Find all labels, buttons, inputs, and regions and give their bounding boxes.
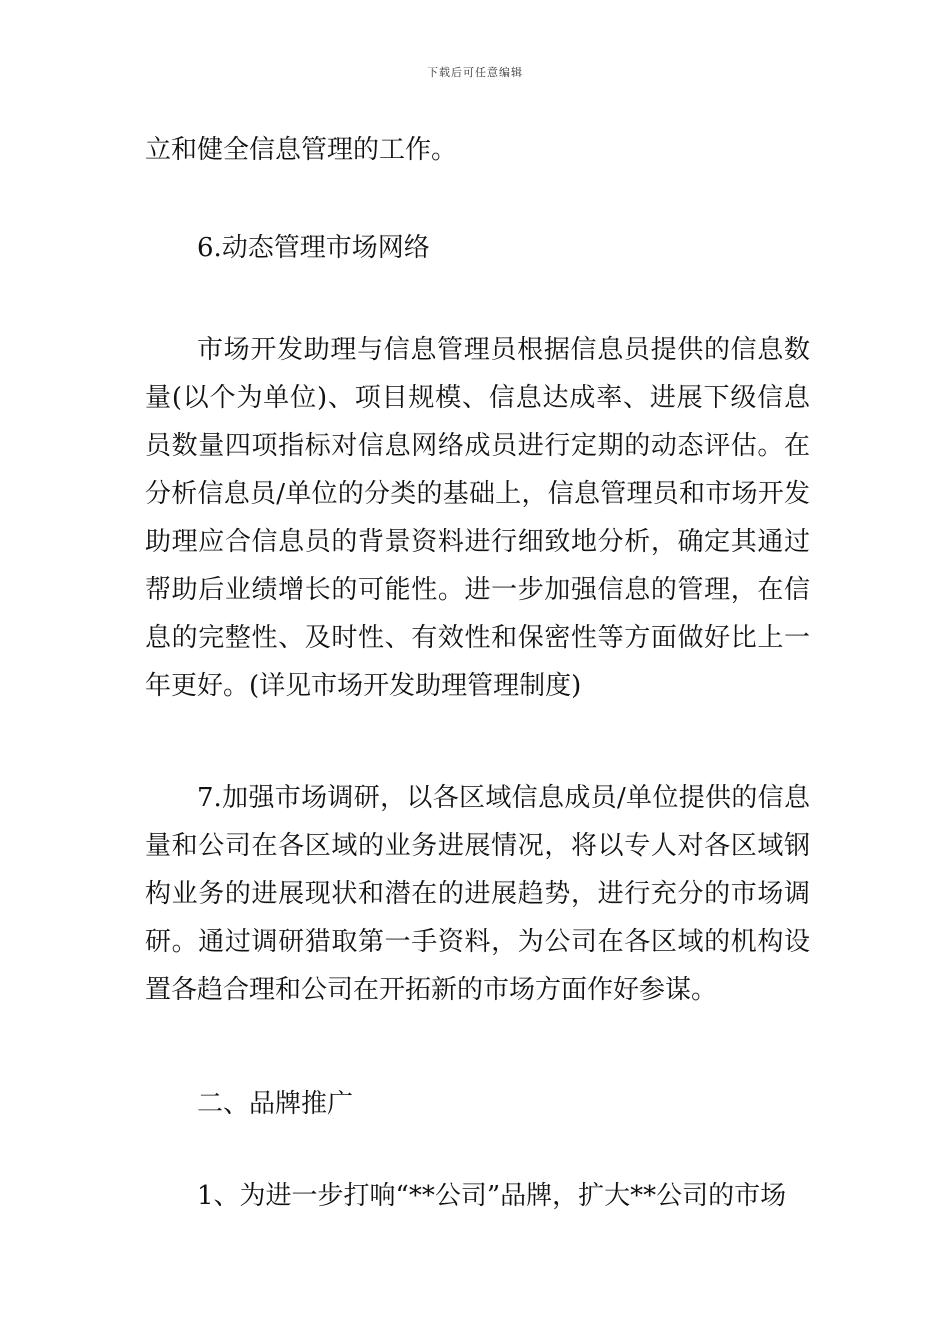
section-heading-brand-promotion: 二、品牌推广 [197,1089,354,1119]
paragraph-market-research: 7.加强市场调研，以各区域信息成员/单位提供的信息量和公司在各区域的业务进展情况，将以专人对各区域钢构业务的进展现状和潜在的进展趋势，进行充分的市场调研。通过调研猎取第一手资料，为公司在各区域的机构设置各趋合理和公司在开拓新的市场方面作好参谋。 [145,783,810,1005]
paragraph-continuation: 立和健全信息管理的工作。 [145,135,458,165]
paragraph-brand-item-1: 1、为进一步打响“**公司”品牌，扩大**公司的市场 [197,1181,787,1211]
section-heading-6: 6.动态管理市场网络 [197,233,430,263]
header-note: 下载后可任意编辑 [427,66,523,79]
paragraph-market-network: 市场开发助理与信息管理员根据信息员提供的信息数量(以个为单位)、项目规模、信息达成率、进展下级信息员数量四项指标对信息网络成员进行定期的动态评估。在分析信息员/单位的分类的基础上，信息管理员和市场开发助理应合信息员的背景资料进行细致地分析，确定其通过帮助后业绩增长的可能性。进一步加强信息的管理，在信息的完整性、及时性、有效性和保密性等方面做好比上一年更好。(详见市场开发助理管理制度) [145,335,810,701]
